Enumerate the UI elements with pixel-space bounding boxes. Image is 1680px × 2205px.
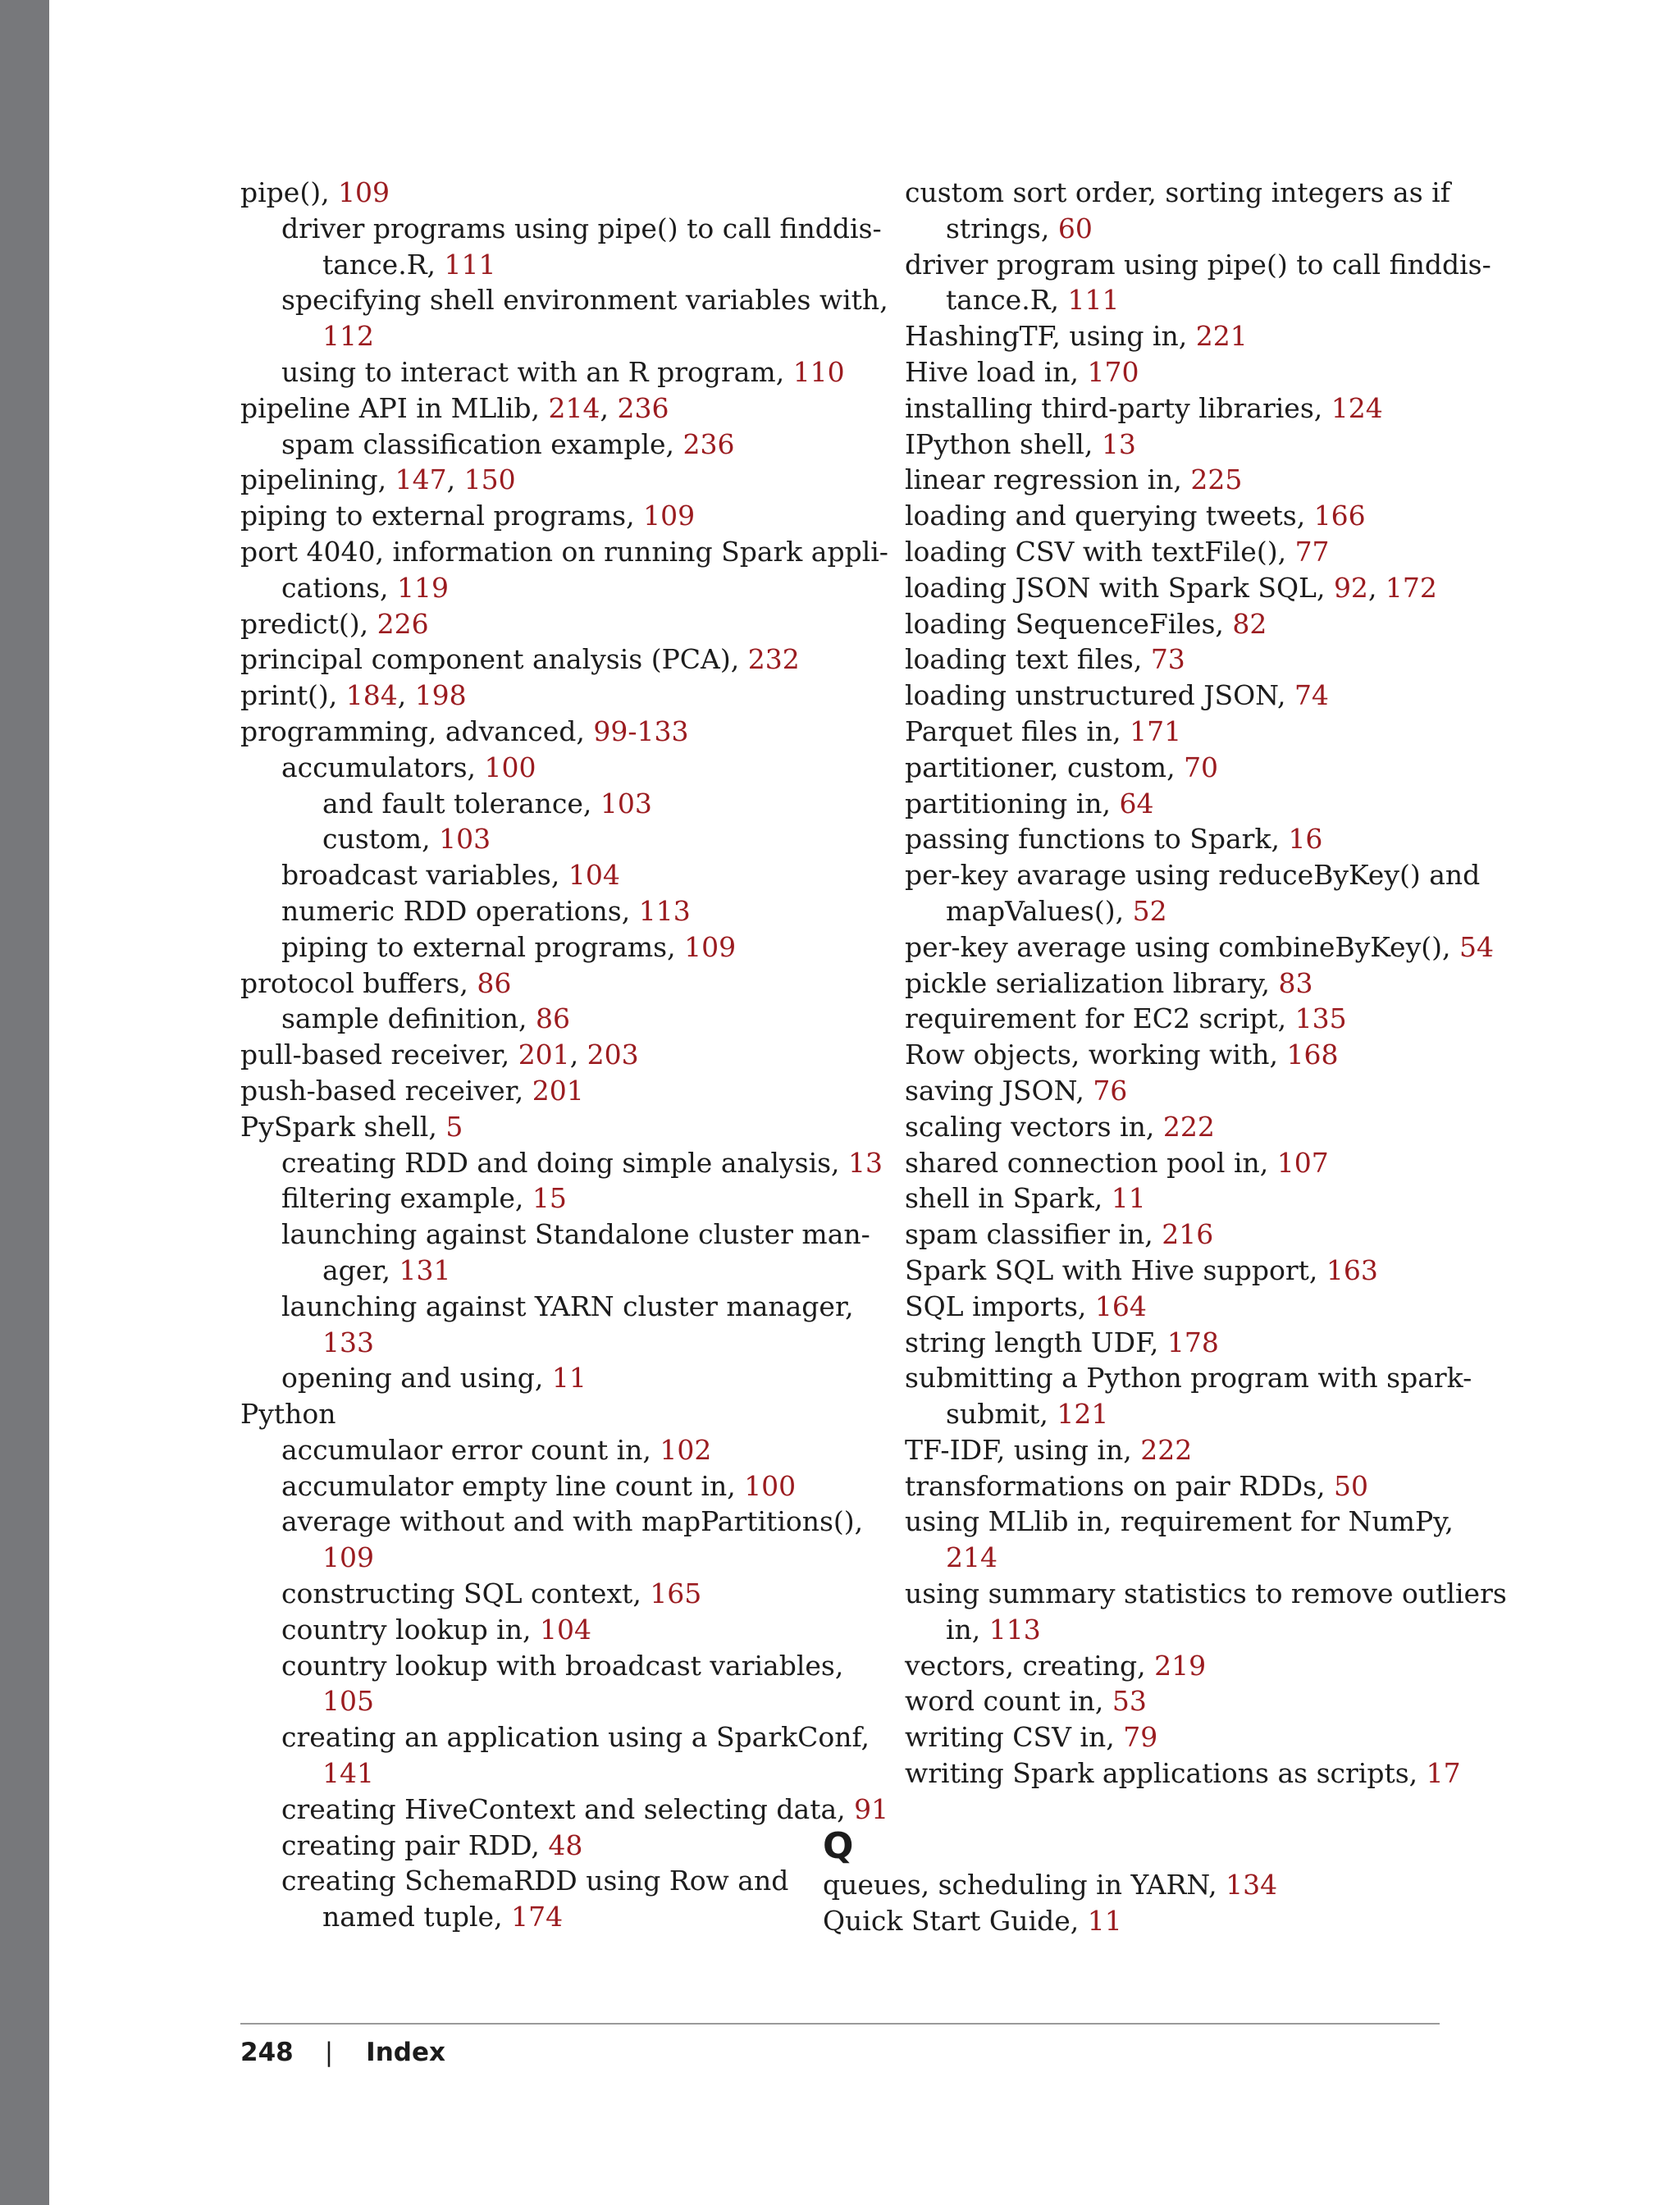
page-ref-link[interactable]: 103 (600, 787, 652, 819)
index-entry (864, 390, 1487, 427)
page-ref-link[interactable]: 109 (684, 930, 737, 963)
page-number: 248 (240, 2038, 294, 2067)
index-entry (864, 498, 1487, 534)
index-term: country lookup with broadcast variables, (281, 1649, 844, 1682)
index-term: custom, (322, 823, 440, 856)
index-term-continuation-text: tance.R, (322, 248, 445, 281)
index-term: saving JSON, (905, 1074, 1093, 1107)
index-term: piping to external programs, (281, 930, 685, 963)
index-term-continuation (281, 1253, 864, 1289)
index-term: push-based receiver, (240, 1074, 532, 1107)
index-term-continuation-text: in, (946, 1613, 989, 1646)
index-term: Spark SQL with Hive support, (905, 1253, 1326, 1286)
page-ref-link[interactable]: 219 (1154, 1649, 1207, 1682)
page-ref-link[interactable]: 103 (439, 823, 491, 856)
index-term-continuation-text: mapValues(), (946, 894, 1133, 927)
page-ref-link[interactable]: 141 (322, 1757, 374, 1790)
page-ref-link[interactable]: 100 (484, 751, 536, 783)
page-ref-link[interactable]: 70 (1184, 751, 1219, 783)
left-margin-bar (0, 0, 49, 2205)
index-entry (864, 966, 1487, 1002)
page-ref-link[interactable]: 102 (660, 1433, 712, 1466)
page-ref-link[interactable]: 109 (338, 176, 390, 208)
index-term: shared connection pool in, (905, 1146, 1277, 1179)
index-term: launching against YARN cluster manager, (281, 1290, 854, 1322)
index-term: spam classification example, (281, 427, 683, 460)
page-ref-link[interactable]: 83 (1278, 966, 1313, 999)
index-entry (864, 929, 1494, 966)
index-term: Parquet files in, (905, 714, 1130, 747)
index-term: broadcast variables, (281, 859, 568, 892)
page-ref-link[interactable]: 147 (395, 463, 447, 496)
index-entry (240, 606, 864, 642)
page-ref-link[interactable]: 100 (744, 1469, 797, 1502)
index-term: sample definition, (281, 1002, 536, 1035)
index-entry (240, 1396, 864, 1432)
index-term: specifying shell environment variables with, (281, 284, 888, 317)
page-ref-link[interactable]: 79 (1123, 1721, 1158, 1754)
page-ref-link[interactable]: 105 (322, 1685, 374, 1718)
index-term: writing Spark applications as scripts, (905, 1757, 1427, 1790)
index-entry (864, 1719, 1487, 1755)
page-ref-link[interactable]: 5 (445, 1110, 463, 1143)
index-entry (864, 1109, 1487, 1145)
index-term: principal component analysis (PCA), (240, 643, 748, 676)
index-entry (240, 929, 864, 966)
index-term-continuation (905, 1540, 1487, 1576)
index-entry (240, 1217, 870, 1289)
page-ref-link[interactable]: 226 (377, 607, 429, 640)
index-entry (240, 678, 864, 714)
page-ref-link[interactable]: 232 (747, 643, 800, 676)
index-entry (240, 462, 864, 498)
page-ref-link[interactable]: 150 (463, 463, 516, 496)
index-term: pipe(), (240, 176, 339, 208)
index-term: linear regression in, (905, 463, 1191, 496)
page-ref-link[interactable]: 13 (1101, 427, 1136, 460)
index-entry (864, 641, 1487, 678)
index-column-right (823, 175, 1507, 1938)
index-entry (864, 462, 1487, 498)
page-ref-link[interactable]: 91 (854, 1792, 889, 1825)
index-term: piping to external programs, (240, 500, 644, 532)
index-term: IPython shell, (905, 427, 1102, 460)
index-term-continuation (905, 211, 1487, 247)
index-entry (240, 1360, 864, 1396)
page-ref-link[interactable]: 164 (1094, 1290, 1147, 1322)
page-ref-link[interactable]: 216 (1162, 1218, 1214, 1251)
index-entry (240, 534, 888, 606)
index-term-continuation (281, 1325, 864, 1361)
index-term: vectors, creating, (905, 1649, 1155, 1682)
index-column-left (240, 175, 889, 1935)
index-entry (240, 1109, 864, 1145)
index-entry (240, 1863, 864, 1935)
index-term: protocol buffers, (240, 966, 477, 999)
index-term: pull-based receiver, (240, 1039, 518, 1071)
index-term: creating pair RDD, (281, 1828, 549, 1861)
index-term: creating SchemaRDD using Row and (281, 1865, 789, 1897)
page-ref-link[interactable]: 225 (1190, 463, 1243, 496)
page-ref-link[interactable]: 107 (1276, 1146, 1329, 1179)
index-entry (240, 1612, 864, 1648)
index-term: port 4040, information on running Spark appli- (240, 535, 888, 568)
index-term: Hive load in, (905, 355, 1088, 388)
index-entry (864, 1180, 1487, 1217)
index-entry (864, 175, 1487, 247)
index-term: loading text files, (905, 643, 1151, 676)
index-term: per-key average using combineByKey(), (905, 930, 1459, 963)
index-term-continuation-text: named tuple, (322, 1901, 512, 1933)
index-entry (864, 786, 1487, 822)
page-ref-link[interactable]: 15 (532, 1182, 567, 1215)
page-ref-link[interactable]: 124 (1331, 391, 1383, 424)
page-ref-link[interactable]: 201 (518, 1039, 570, 1071)
page-ref-link[interactable]: 50 (1334, 1469, 1368, 1502)
page-ref-link[interactable]: 131 (399, 1253, 451, 1286)
page-ref-link[interactable]: 73 (1150, 643, 1185, 676)
index-entry (240, 1504, 864, 1576)
page-ref-link[interactable]: 133 (322, 1326, 374, 1358)
page-ref-link[interactable]: 170 (1087, 355, 1139, 388)
index-term-continuation (905, 282, 1487, 318)
index-term: submitting a Python program with spark- (905, 1362, 1472, 1395)
index-term: queues, scheduling in YARN, (823, 1868, 1226, 1901)
index-entry (864, 1432, 1487, 1468)
page-ref-link[interactable]: 236 (682, 427, 735, 460)
index-term: using to interact with an R program, (281, 355, 793, 388)
section-heading-q: Q (823, 1824, 854, 1867)
page-ref-link[interactable]: 111 (1067, 284, 1120, 317)
page-ref-link[interactable]: 121 (1057, 1398, 1109, 1431)
index-entry (864, 1576, 1507, 1648)
index-term: constructing SQL context, (281, 1577, 651, 1610)
page-ref-link[interactable]: 222 (1162, 1110, 1215, 1143)
index-entry (240, 1648, 864, 1720)
index-entry (240, 857, 864, 893)
index-entry (864, 354, 1487, 390)
index-entry (864, 857, 1487, 929)
page-ref-link[interactable]: 172 (1385, 571, 1437, 604)
index-term-continuation (281, 247, 864, 283)
index-term: requirement for EC2 script, (905, 1002, 1295, 1035)
page-ref-link[interactable]: 174 (511, 1901, 564, 1933)
index-term: Python (240, 1398, 336, 1431)
index-term: pickle serialization library, (905, 966, 1279, 999)
index-term: installing third-party libraries, (905, 391, 1331, 424)
index-entry (240, 893, 864, 929)
page-ref-link[interactable]: 104 (539, 1613, 591, 1646)
index-entry (864, 427, 1487, 463)
index-term: average without and with mapPartitions(), (281, 1505, 864, 1538)
index-entry (240, 1037, 864, 1073)
page-footer (240, 2036, 445, 2069)
index-entry (864, 318, 1487, 354)
index-term-continuation (281, 1899, 864, 1935)
index-term: using summary statistics to remove outliers (905, 1577, 1507, 1610)
index-term: driver program using pipe() to call finddis- (905, 248, 1491, 281)
page-ref-link[interactable]: 11 (1111, 1182, 1146, 1215)
index-term: partitioner, custom, (905, 751, 1185, 783)
page-ref-link[interactable]: 109 (643, 500, 696, 532)
section-q-entries (823, 1867, 1487, 1939)
index-entry (864, 750, 1487, 786)
index-entry (864, 606, 1487, 642)
index-term: loading JSON with Spark SQL, (905, 571, 1334, 604)
page-ref-link[interactable]: 119 (397, 571, 450, 604)
index-term-continuation-text: tance.R, (946, 284, 1068, 317)
index-entry (240, 750, 864, 786)
index-term: writing CSV in, (905, 1721, 1124, 1754)
page-ref-link[interactable]: 11 (551, 1362, 587, 1395)
page-ref-link[interactable]: 112 (322, 320, 374, 353)
page-ref-link[interactable]: 113 (638, 894, 691, 927)
index-term: scaling vectors in, (905, 1110, 1163, 1143)
page-ref-link[interactable]: 184 (345, 679, 398, 712)
page-ref-link[interactable]: 16 (1288, 823, 1323, 856)
index-term-continuation (281, 318, 864, 354)
index-term: Quick Start Guide, (823, 1904, 1088, 1937)
index-entry (240, 786, 864, 822)
index-entry (240, 498, 864, 534)
index-entry (240, 1073, 864, 1109)
page-ref-link[interactable]: 198 (414, 679, 467, 712)
index-entry (240, 641, 864, 678)
page-ref-link[interactable]: 110 (792, 355, 845, 388)
index-term: numeric RDD operations, (281, 894, 639, 927)
page-ref-link[interactable]: 99-133 (593, 714, 689, 747)
index-term: opening and using, (281, 1362, 552, 1395)
footer-section-title: Index (366, 2038, 445, 2067)
index-term: and fault tolerance, (322, 787, 600, 819)
index-entry (240, 966, 864, 1002)
index-term: custom sort order, sorting integers as if (905, 176, 1450, 208)
index-entry (823, 1867, 1487, 1903)
page-ref-separator: , (1367, 571, 1386, 604)
page-ref-link[interactable]: 171 (1130, 714, 1182, 747)
index-term: PySpark shell, (240, 1110, 446, 1143)
index-entry (240, 1145, 883, 1181)
page-ref-link[interactable]: 13 (848, 1146, 883, 1179)
index-entry (864, 1360, 1487, 1432)
right-entries (864, 175, 1507, 1792)
index-term: string length UDF, (905, 1326, 1167, 1358)
index-term: print(), (240, 679, 346, 712)
index-term-continuation (905, 1612, 1487, 1648)
index-term-continuation (281, 1755, 864, 1792)
index-entry (864, 1289, 1487, 1325)
index-entry (240, 390, 864, 427)
index-entry (240, 1828, 864, 1864)
index-entry (864, 1755, 1487, 1792)
index-term: filtering example, (281, 1182, 532, 1215)
index-term: shell in Spark, (905, 1182, 1112, 1215)
index-entry (864, 678, 1487, 714)
index-entry (240, 1289, 864, 1361)
index-term: accumulator empty line count in, (281, 1469, 745, 1502)
index-term: loading unstructured JSON, (905, 679, 1294, 712)
index-entry (240, 427, 864, 463)
index-entry (864, 821, 1487, 857)
index-term: creating an application using a SparkConf, (281, 1721, 870, 1754)
index-entry (864, 1648, 1487, 1684)
page-ref-link[interactable]: 48 (548, 1828, 583, 1861)
page-ref-link[interactable]: 76 (1093, 1074, 1128, 1107)
page-ref-link[interactable]: 77 (1294, 535, 1330, 568)
page-ref-link[interactable]: 214 (946, 1541, 998, 1574)
page-ref-separator: , (569, 1039, 587, 1071)
page-ref-link[interactable]: 113 (988, 1613, 1041, 1646)
page-ref-link[interactable]: 82 (1232, 607, 1267, 640)
index-entry (864, 1504, 1487, 1576)
index-entry (240, 714, 864, 750)
index-term-continuation-text: submit, (946, 1398, 1057, 1431)
index-entry (864, 534, 1487, 570)
footer-separator: | (324, 2038, 334, 2067)
index-term: passing functions to Spark, (905, 823, 1289, 856)
page-ref-separator: , (446, 463, 464, 496)
page-ref-link[interactable]: 163 (1326, 1253, 1378, 1286)
page-ref-link[interactable]: 86 (477, 966, 512, 999)
index-term-continuation-text: ager, (322, 1253, 399, 1286)
index-entry (864, 1217, 1487, 1253)
index-term: word count in, (905, 1685, 1112, 1718)
page-ref-separator: , (600, 391, 618, 424)
index-term: per-key avarage using reduceByKey() and (905, 859, 1481, 892)
page-ref-link[interactable]: 168 (1286, 1039, 1339, 1071)
index-term-continuation (905, 1396, 1487, 1432)
index-entry (240, 282, 888, 354)
page-ref-link[interactable]: 104 (568, 859, 620, 892)
page-ref-link[interactable]: 86 (536, 1002, 570, 1035)
index-term-continuation (905, 893, 1487, 929)
index-entry (864, 247, 1491, 319)
index-term: driver programs using pipe() to call finddis- (281, 212, 882, 244)
index-entry (864, 1073, 1487, 1109)
page-ref-link[interactable]: 166 (1313, 500, 1366, 532)
page-ref-link[interactable]: 165 (650, 1577, 702, 1610)
index-term: loading CSV with textFile(), (905, 535, 1295, 568)
index-term: SQL imports, (905, 1290, 1095, 1322)
index-term: creating HiveContext and selecting data, (281, 1792, 855, 1825)
index-entry (240, 175, 864, 211)
index-term: loading and querying tweets, (905, 500, 1314, 532)
index-entry (864, 1683, 1487, 1719)
page-ref-link[interactable]: 54 (1459, 930, 1494, 963)
index-entry (240, 1468, 864, 1504)
page-ref-link[interactable]: 53 (1112, 1685, 1147, 1718)
index-term: HashingTF, using in, (905, 320, 1196, 353)
index-term: accumulaor error count in, (281, 1433, 660, 1466)
page-ref-link[interactable]: 134 (1226, 1868, 1278, 1901)
index-term-continuation-text: cations, (281, 571, 398, 604)
index-entry (864, 714, 1487, 750)
page-ref-link[interactable]: 52 (1132, 894, 1167, 927)
index-entry (864, 1325, 1487, 1361)
index-term: loading SequenceFiles, (905, 607, 1233, 640)
index-entry (864, 1145, 1487, 1181)
page-ref-link[interactable]: 11 (1087, 1904, 1122, 1937)
index-term: creating RDD and doing simple analysis, (281, 1146, 849, 1179)
index-entry (240, 1792, 889, 1828)
index-term: partitioning in, (905, 787, 1120, 819)
page-ref-link[interactable]: 135 (1294, 1002, 1347, 1035)
page-ref-link[interactable]: 201 (532, 1074, 584, 1107)
index-entry (240, 354, 864, 390)
index-entry (864, 1468, 1487, 1504)
index-term: pipelining, (240, 463, 395, 496)
page-ref-link[interactable]: 111 (444, 248, 496, 281)
index-entry (240, 1432, 864, 1468)
index-term: Row objects, working with, (905, 1039, 1287, 1071)
index-term-continuation-text: strings, (946, 212, 1058, 244)
page-ref-link[interactable]: 236 (617, 391, 669, 424)
page-ref-link[interactable]: 214 (548, 391, 600, 424)
page-ref-separator: , (397, 679, 415, 712)
index-term: country lookup in, (281, 1613, 540, 1646)
index-entry (864, 1253, 1487, 1289)
index-term: launching against Standalone cluster man- (281, 1218, 870, 1251)
page-ref-link[interactable]: 92 (1333, 571, 1368, 604)
index-term: using MLlib in, requirement for NumPy, (905, 1505, 1454, 1538)
index-entry (240, 1001, 864, 1037)
index-entry (240, 1719, 870, 1792)
page-ref-link[interactable]: 109 (322, 1541, 374, 1574)
index-entry (864, 1037, 1487, 1073)
index-term-continuation (240, 570, 864, 606)
index-term: spam classifier in, (905, 1218, 1162, 1251)
page-ref-link[interactable]: 203 (587, 1039, 639, 1071)
index-entry (240, 211, 882, 283)
index-term: accumulators, (281, 751, 485, 783)
index-term: transformations on pair RDDs, (905, 1469, 1334, 1502)
index-term: pipeline API in MLlib, (240, 391, 549, 424)
page-ref-link[interactable]: 17 (1426, 1757, 1461, 1790)
index-entry (823, 1903, 1487, 1939)
page-ref-link[interactable]: 222 (1140, 1433, 1193, 1466)
page-ref-link[interactable]: 60 (1057, 212, 1093, 244)
index-term: programming, advanced, (240, 714, 594, 747)
footer-rule (240, 2023, 1440, 2025)
index-term-continuation (281, 1683, 864, 1719)
page-ref-link[interactable]: 221 (1195, 320, 1248, 353)
index-term: TF-IDF, using in, (905, 1433, 1141, 1466)
index-term: predict(), (240, 607, 377, 640)
index-entry (240, 1576, 864, 1612)
index-entry (240, 821, 864, 857)
page-ref-link[interactable]: 178 (1166, 1326, 1219, 1358)
page-ref-link[interactable]: 74 (1294, 679, 1329, 712)
index-entry (864, 1001, 1487, 1037)
page-ref-link[interactable]: 64 (1119, 787, 1154, 819)
index-entry (864, 570, 1487, 606)
index-entry (240, 1180, 864, 1217)
index-term-continuation (281, 1540, 864, 1576)
